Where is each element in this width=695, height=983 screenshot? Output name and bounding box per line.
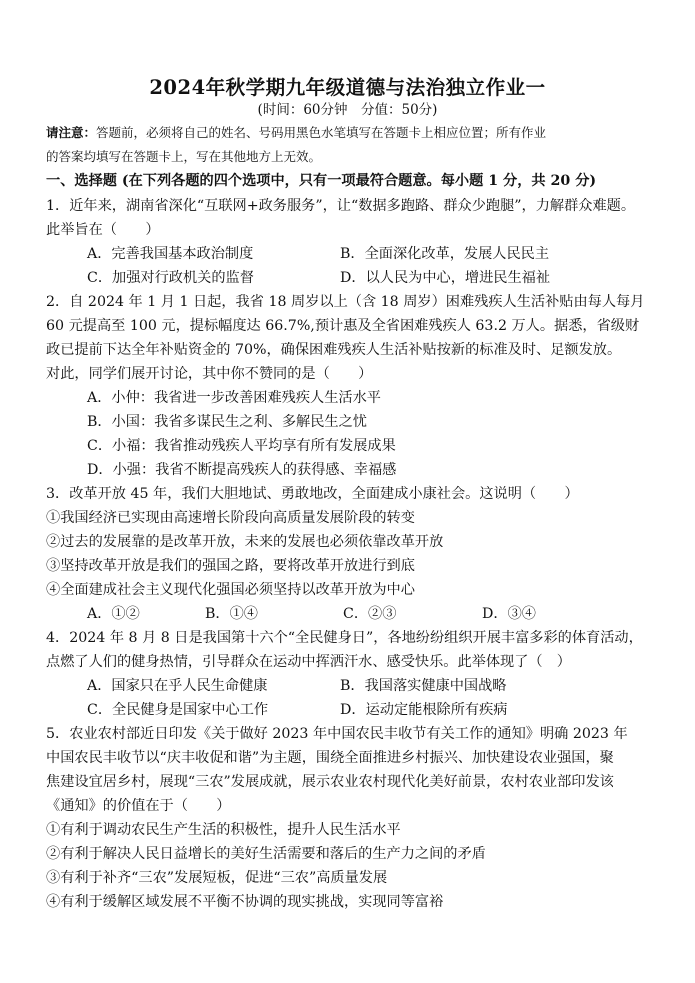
q5-statement-2: ②有利于解决人民日益增长的美好生活需要和落后的生产力之间的矛盾 xyxy=(46,846,486,862)
q2-option-c: C．小福：我省推动残疾人平均享有所有发展成果 xyxy=(87,438,396,454)
q4-stem-line-2: 点燃了人们的健身热情，引导群众在运动中挥洒汗水、感受快乐。此举体现了（ ） xyxy=(46,654,571,670)
q5-statement-1: ①有利于调动农民生产生活的积极性，提升人民生活水平 xyxy=(46,822,401,838)
q3-statement-2: ②过去的发展靠的是改革开放，未来的发展也必须依靠改革开放 xyxy=(46,534,444,550)
q5-statement-4: ④有利于缓解区域发展不平衡不协调的现实挑战，实现同等富裕 xyxy=(46,894,444,910)
q2-option-a: A．小仲：我省进一步改善困难残疾人生活水平 xyxy=(87,390,381,406)
q5-statement-3: ③有利于补齐“三农”发展短板，促进“三农”高质量发展 xyxy=(46,870,388,886)
q1-option-d: D．以人民为中心，增进民生福祉 xyxy=(340,270,551,286)
q1-option-c: C．加强对行政机关的监督 xyxy=(87,270,254,286)
q5-stem-line-2: 中国农民丰收节以“庆丰收促和谐”为主题，围绕全面推进乡村振兴、加快建设农业强国，聚 xyxy=(46,750,614,766)
q4-option-a: A．国家只在乎人民生命健康 xyxy=(87,678,268,694)
q5-stem-line-3: 焦建设宜居乡村，展现“三农”发展成就，展示农业农村现代化美好前景，农村农业部印发该 xyxy=(46,774,614,790)
q1-option-b: B．全面深化改革，发展人民民主 xyxy=(340,246,550,262)
q2-stem-line-1: 2．自 2024 年 1 月 1 日起，我省 18 周岁以上（含 18 周岁）困难残疾人生活补贴由每人每月 xyxy=(46,294,645,310)
q1-stem-line-1: 1．近年来，湖南省深化“互联网+政务服务”，让“数据多跑路、群众少跑腿”，力解群众难题。 xyxy=(46,198,636,214)
q3-statement-4: ④全面建成社会主义现代化强国必须坚持以改革开放为中心 xyxy=(46,582,415,598)
page-title: 2024年秋学期九年级道德与法治独立作业一 xyxy=(149,76,546,99)
notice-text-line-1: 答题前，必须将自己的姓名、号码用黑色水笔填写在答题卡上相应位置；所有作业 xyxy=(96,125,547,140)
q5-stem-line-1: 5．农业农村部近日印发《关于做好 2023 年中国农民丰收节有关工作的通知》明确 2023 年 xyxy=(46,726,628,742)
q5-stem-line-4: 《通知》的价值在于（ ） xyxy=(46,798,231,814)
q2-option-b: B．小国：我省多谋民生之利、多解民生之忧 xyxy=(87,414,367,430)
q3-option-a: A．①② xyxy=(87,606,140,622)
q4-option-b: B．我国落实健康中国战略 xyxy=(340,678,507,694)
q2-stem-line-3: 政已提前下达全年补贴资金的 70%，确保困难残疾人生活补贴按新的标准及时、足额发放。 xyxy=(46,342,622,358)
q3-statement-3: ③坚持改革开放是我们的强国之路，要将改革开放进行到底 xyxy=(46,558,415,574)
q4-option-c: C．全民健身是国家中心工作 xyxy=(87,702,269,718)
q3-statement-1: ①我国经济已实现由高速增长阶段向高质量发展阶段的转变 xyxy=(46,510,415,526)
section-1-heading: 一、选择题 (在下列各题的四个选项中，只有一项最符合题意。每小题 1 分，共 20 分) xyxy=(46,173,597,189)
notice-text-line-2: 的答案均填写在答题卡上，写在其他地方上无效。 xyxy=(46,149,322,164)
q3-option-b: B．①④ xyxy=(205,606,258,622)
q3-option-d: D．③④ xyxy=(482,606,536,622)
q1-option-a: A．完善我国基本政治制度 xyxy=(87,246,254,262)
q2-stem-line-2: 60 元提高至 100 元，提标幅度达 66.7%,预计惠及全省困难残疾人 63.2 万人。据悉，省级财 xyxy=(46,318,640,334)
q2-option-d: D．小强：我省不断提高残疾人的获得感、幸福感 xyxy=(87,462,397,478)
exam-notice xyxy=(46,121,658,169)
exam-time-and-score: (时间：60分钟 分值：50分) xyxy=(257,102,438,118)
q1-stem-line-2: 此举旨在（ ） xyxy=(46,222,160,238)
q2-stem-line-4: 对此，同学们展开讨论，其中你不赞同的是（ ） xyxy=(46,366,373,382)
notice-label: 请注意： xyxy=(46,125,97,140)
q4-stem-line-1: 4．2024 年 8 月 8 日是我国第十六个“全民健身日”，各地纷纷组织开展丰富多彩的体育活动， xyxy=(46,630,643,646)
q3-option-c: C．②③ xyxy=(343,606,397,622)
q3-stem: 3．改革开放 45 年，我们大胆地试、勇敢地改，全面建成小康社会。这说明（ ） xyxy=(46,486,579,502)
q4-option-d: D．运动定能根除所有疾病 xyxy=(340,702,508,718)
